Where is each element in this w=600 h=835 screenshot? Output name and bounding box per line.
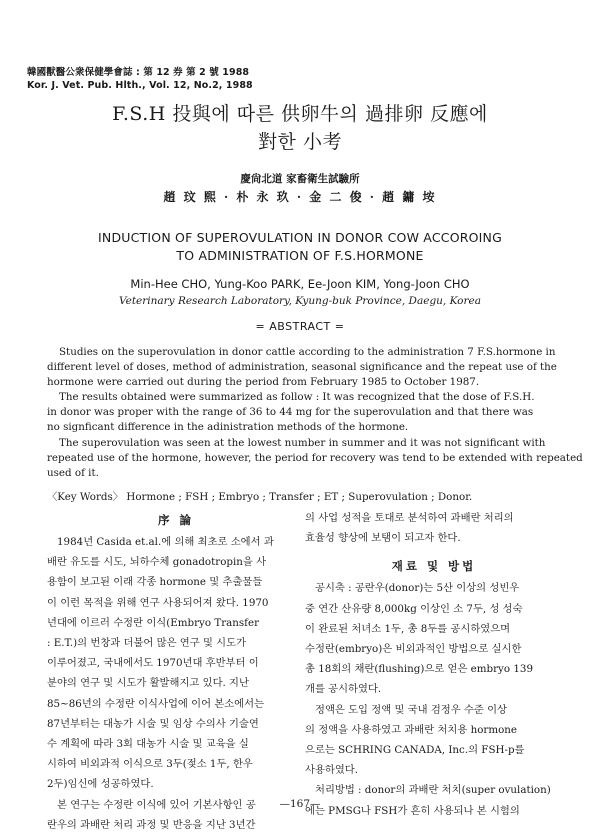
abstract-line: used of it. — [47, 466, 99, 479]
body-line: 년대에 이르러 수정란 이식(Embryo Transfer — [47, 616, 260, 629]
body-line: 수 계획에 따라 3회 대농가 시술 및 교육을 실 — [47, 738, 249, 751]
abstract-paragraph-2 — [47, 390, 571, 435]
body-line: 에는 PMSG나 FSH가 흔히 사용되나 본 시험의 — [305, 804, 520, 817]
body-line: 처리방법 : donor의 과배란 처치(super ovulation) — [315, 784, 551, 797]
body-line: 의 정액을 사용하였고 과배란 처치용 hormone — [305, 723, 518, 736]
abstract-body — [47, 345, 583, 481]
body-line: 이 완료된 처녀소 1두, 총 8두를 공시하였으며 — [305, 622, 511, 635]
left-column — [47, 508, 305, 835]
abstract-line: repeated use of the hormone, however, the period for recovery was tend to be extended with repeated — [47, 451, 583, 464]
body-line: 사용하였다. — [305, 764, 359, 777]
abstract-line: The results obtained were summarized as follow : It was recognized that the dose of F.S.H. — [59, 391, 535, 404]
body-line: 2두)임신에 성공하였다. — [47, 778, 154, 791]
body-line: 1984년 Casida et.al.에 의해 최초로 소에서 과 — [57, 536, 274, 548]
body-line: 총 18회의 채란(flushing)으로 얻은 embryo 139 — [305, 663, 533, 676]
abstract-line: The superovulation was seen at the lowest number in summer and it was not significant with — [59, 436, 546, 449]
journal-header — [27, 66, 253, 92]
body-line: 효율성 향상에 보탬이 되고자 한다. — [305, 532, 461, 545]
abstract-paragraph-1 — [47, 345, 571, 390]
abstract-line: no signficant difference in the adinistration methods of the hormone. — [47, 421, 409, 434]
english-title-line-1: INDUCTION OF SUPEROVULATION IN DONOR COW ACCOROING — [98, 230, 502, 245]
keywords-line: 〈Key Words〉 Hormone ; FSH ; Embryo ; Transfer ; ET ; Superovulation ; Donor. — [47, 491, 473, 503]
body-line: 85~86년의 수정란 이식사업에 이어 본소에서는 — [47, 697, 265, 710]
body-line: 87년부터는 대농가 시술 및 임상 수의사 기술연 — [47, 717, 259, 730]
body-line: 란우의 과배란 처리 과정 및 반응을 지난 3년간 — [47, 818, 256, 831]
korean-authors: 趙 玟 熙 · 朴 永 玖 · 金 二 俊 · 趙 鏞 垵 — [163, 190, 437, 204]
english-title — [0, 229, 600, 265]
body-line: 시하여 비외과적 이식으로 3두(젖소 1두, 한우 — [47, 758, 253, 771]
body-line: 중 연간 산유량 8,000kg 이상인 소 7두, 성 성숙 — [305, 602, 523, 615]
abstract-line: different level of doses, method of administration, seasonal significance and the repeat use of the — [47, 361, 557, 374]
abstract-paragraph-3 — [47, 436, 583, 481]
abstract-heading: = ABSTRACT = — [255, 320, 345, 333]
abstract-line: hormone were carried out during the period from February 1985 to October 1987. — [47, 376, 480, 389]
korean-affiliation: 慶尙北道 家畜衛生試驗所 — [240, 173, 360, 185]
abstract-line: in donor was proper with the range of 36 to 44 mg for the superovulation and that there was — [47, 406, 534, 419]
body-line: 분야의 연구 및 시도가 활발해지고 있다. 지난 — [47, 677, 249, 690]
body-line: 본 연구는 수정란 이식에 있어 기본사항인 공 — [57, 798, 256, 811]
korean-title-line-2: 對한 小考 — [258, 131, 342, 153]
journal-line-english: Kor. J. Vet. Pub. Hlth., Vol. 12, No.2, 1988 — [27, 80, 253, 91]
abstract-line: Studies on the superovulation in donor cattle according to the administration 7 F.S.hormone in — [59, 346, 556, 358]
section-heading-materials-methods: 재료 및 방법 — [391, 559, 477, 574]
body-line: 의 사업 성적을 토대로 분석하여 과배란 처리의 — [305, 512, 514, 524]
body-line: 이 이런 목적을 위해 연구 사용되어져 왔다. 1970 — [47, 596, 269, 609]
page-number: —167— — [279, 798, 321, 810]
body-line: 배란 유도를 시도, 뇌하수체 gonadotropin을 사 — [47, 556, 267, 569]
body-line: 정액은 도입 정액 및 국내 검정우 수준 이상 — [315, 703, 508, 716]
body-line: 으로는 SCHRING CANADA, Inc.의 FSH-p를 — [305, 744, 525, 757]
section-heading-introduction: 序 論 — [157, 513, 194, 527]
body-line: 개를 공시하였다. — [305, 683, 382, 696]
english-authors: Min-Hee CHO, Yung-Koo PARK, Ee-Joon KIM, Yong-Joon CHO — [130, 277, 470, 291]
korean-title-line-1: F.S.H 投與에 따른 供卵牛의 過排卵 反應에 — [112, 103, 488, 125]
body-line: 용함이 보고된 이래 각종 hormone 및 추출물들 — [47, 576, 263, 589]
body-line: 수정란(embryo)은 비외과적인 방법으로 실시한 — [305, 643, 522, 656]
body-line: 공시축 : 공란우(donor)는 5산 이상의 성빈우 — [315, 582, 520, 595]
journal-line-korean: 韓國獸醫公衆保健學會誌 : 第 12 券 第 2 號 1988 — [27, 67, 250, 78]
body-line: 이루어졌고, 국내에서도 1970년대 후반부터 이 — [47, 657, 259, 670]
right-column — [305, 508, 563, 821]
english-title-line-2: TO ADMINISTRATION OF F.S.HORMONE — [176, 248, 424, 263]
body-line: : E.T.)의 번창과 더불어 많은 연구 및 시도가 — [47, 637, 247, 650]
english-affiliation: Veterinary Research Laboratory, Kyung-buk Province, Daegu, Korea — [118, 295, 481, 307]
